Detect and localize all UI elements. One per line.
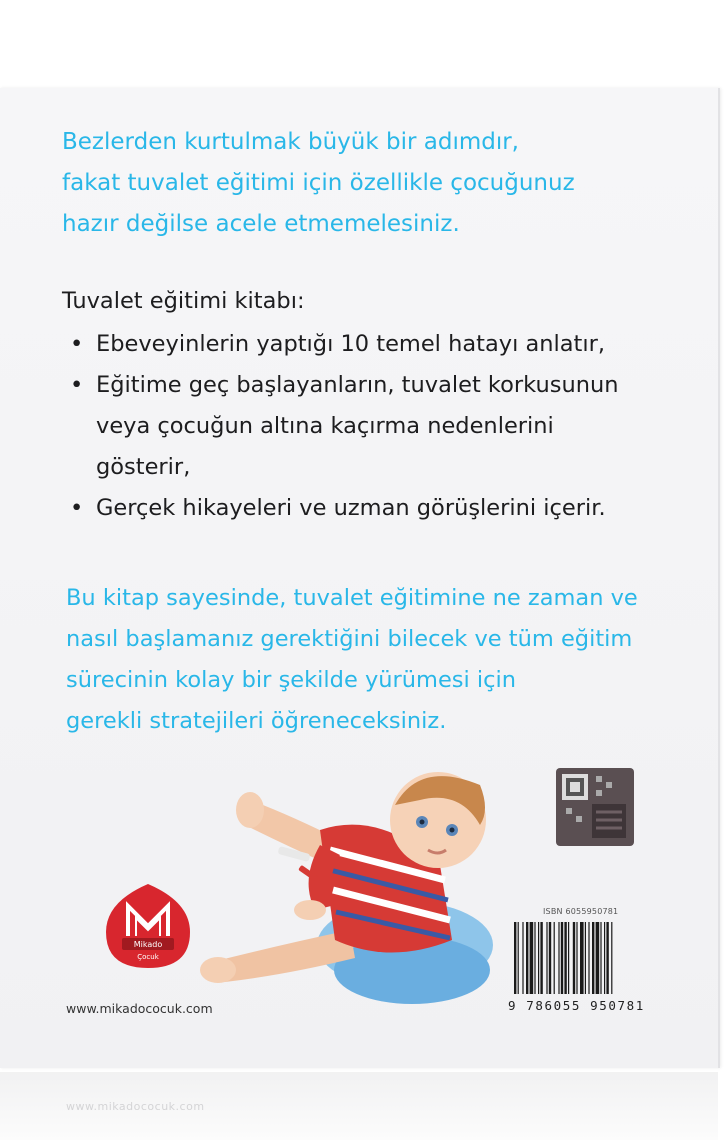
list-item	[62, 365, 702, 488]
barcode-bar	[592, 922, 594, 994]
reflection-website: www.mikadococuk.com	[66, 1100, 205, 1113]
logo-top-text: Mikado	[133, 940, 163, 949]
barcode-bar	[576, 922, 577, 994]
qr-code-icon	[556, 768, 634, 846]
outro-line: sürecinin kolay bir şekilde yürümesi için	[66, 667, 517, 693]
barcode-digits: 9 786055 950781	[508, 998, 645, 1013]
intro-text	[62, 122, 682, 245]
list-title: Tuvalet eğitimi kitabı:	[62, 288, 305, 314]
barcode-bar	[530, 922, 534, 994]
barcode-bar	[514, 922, 516, 994]
list-item-line: gösterir,	[96, 454, 191, 480]
intro-line: Bezlerden kurtulmak büyük bir adımdır,	[62, 129, 519, 155]
mikado-logo	[104, 882, 192, 970]
barcode-bar	[568, 922, 569, 994]
barcode-bar	[546, 922, 547, 994]
outro-text	[66, 578, 706, 742]
intro-line: hazır değilse acele etmemelesiniz.	[62, 211, 460, 237]
feature-list	[62, 324, 702, 529]
barcode-bar	[596, 922, 600, 994]
list-item	[62, 324, 702, 365]
barcode-bar	[554, 922, 555, 994]
list-item	[62, 488, 702, 529]
barcode-bar	[540, 922, 542, 994]
barcode-bar	[606, 922, 608, 994]
website-url: www.mikadococuk.com	[66, 1001, 213, 1016]
barcode-bar	[600, 922, 601, 994]
barcode-bar	[580, 922, 584, 994]
list-item-line: • Ebeveyinlerin yaptığı 10 temel hatayı anlatır,	[96, 331, 606, 357]
barcode-bar	[522, 922, 523, 994]
barcode-bar	[604, 922, 605, 994]
barcode-bar	[518, 922, 519, 994]
barcode-bar	[561, 922, 563, 994]
logo-bottom-text: Çocuk	[137, 953, 159, 961]
security-seal	[556, 768, 634, 846]
barcode-bar	[588, 922, 589, 994]
barcode-bar	[611, 922, 612, 994]
isbn-label: ISBN 6055950781	[543, 907, 619, 916]
barcode-bar	[585, 922, 586, 994]
barcode-bar	[564, 922, 566, 994]
barcode-bar	[549, 922, 551, 994]
list-item-line: veya çocuğun altına kaçırma nedenlerini	[96, 413, 554, 439]
outro-line: gerekli stratejileri öğreneceksiniz.	[66, 708, 447, 734]
barcode-bar	[526, 922, 528, 994]
barcode-bar	[538, 922, 539, 994]
list-item-line: • Eğitime geç başlayanların, tuvalet korkusunun	[96, 372, 619, 398]
list-item-line: • Gerçek hikayeleri ve uzman görüşlerini içerir.	[96, 495, 606, 521]
child-on-potty-photo	[190, 770, 520, 1020]
intro-line: fakat tuvalet eğitimi için özellikle çocuğunuz	[62, 170, 575, 196]
outro-line: nasıl başlamanız gerektiğini bilecek ve tüm eğitim	[66, 626, 633, 652]
barcode-bar	[573, 922, 575, 994]
outro-line: Bu kitap sayesinde, tuvalet eğitimine ne zaman ve	[66, 585, 638, 611]
barcode-bar	[534, 922, 535, 994]
barcode	[512, 922, 664, 994]
barcode-bar	[558, 922, 559, 994]
